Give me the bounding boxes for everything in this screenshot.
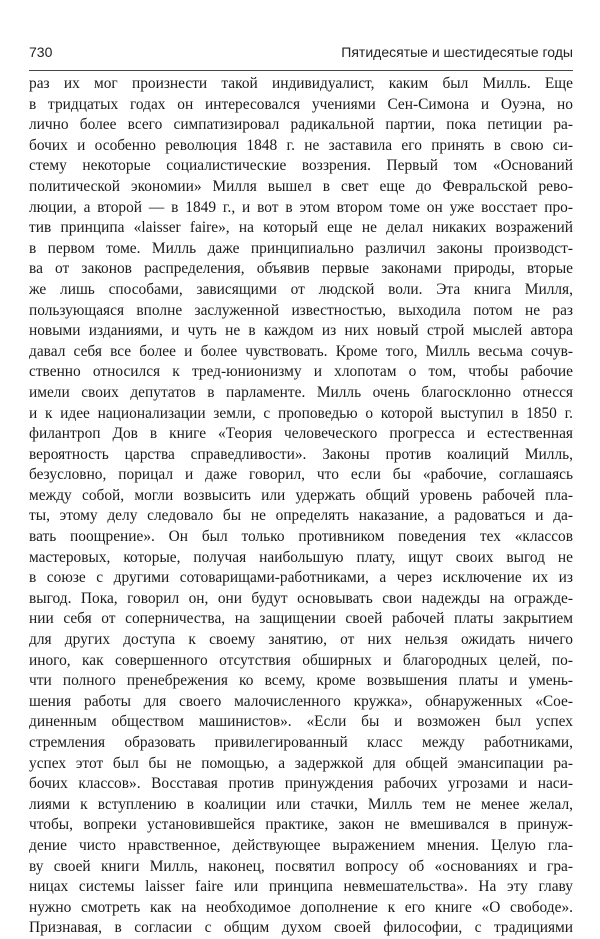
text-line: в первом томе. Милль даже принципиально различил законы производст- <box>29 239 573 257</box>
text-line: вать поощрение». Он был только противником поведения тех «классов <box>29 528 573 546</box>
text-line: филантроп Дов в книге «Теория человеческого прогресса и естественная <box>29 425 573 443</box>
text-line: диненным обществом машинистов». «Если бы и возможен был успех <box>29 713 573 731</box>
text-line: выгод. Пока, говорил он, они будут основывать свои надежды на огражде- <box>29 589 573 607</box>
text-line: стремления образовать привилегированный класс между работниками, <box>29 734 573 751</box>
text-line: дение чисто нравственное, действующее выражением мнения. Целую гла- <box>29 836 573 854</box>
text-line: политической экономии» Милля вышел в свет еще до Февральской рево- <box>29 177 573 195</box>
running-title: Пятидесятые и шестидесятые годы <box>341 44 573 60</box>
body-text <box>29 74 573 939</box>
text-line: лиями к вступлению в коалиции или стачки, Милль тем не менее желал, <box>29 795 573 813</box>
text-line: успех этот был бы не помощью, а задержкой для общей эмансипации ра- <box>29 754 573 772</box>
running-header <box>29 44 573 66</box>
header-rule <box>29 70 573 71</box>
text-line: тив принципа «laisser faire», на который еще не делал никаких возражений <box>29 219 573 237</box>
text-line: безусловно, порицал и даже говорил, что если бы «рабочие, соглашаясь <box>29 466 573 484</box>
text-line: новыми изданиями, и чуть не в каждом из них новый строй мыслей автора <box>29 322 573 340</box>
text-line: давал себя все более и более чувствовать. Кроме того, Милль весьма сочув- <box>29 342 573 360</box>
text-line: чти полного пренебрежения ко всему, кроме возвышения платы и умень- <box>29 672 573 690</box>
text-line: нужно смотреть как на необходимое дополнение к его книге «О свободе». <box>29 898 573 916</box>
text-line: мастеровых, которые, получая наибольшую плату, ищут своих выгод не <box>29 548 573 566</box>
text-line: и к идее национализации земли, с проповедью о которой выступил в 1850 г. <box>29 404 573 422</box>
text-line: чтобы, вопреки установившейся практике, закон не вмешивался в принуж- <box>29 816 573 834</box>
page-number: 730 <box>29 44 53 60</box>
text-line: ва от законов распределения, объявив первые законами природы, вторые <box>29 260 573 278</box>
text-line: лично более всего симпатизировал радикальной партии, пока петиции ра- <box>29 116 573 134</box>
text-line: нии себя от соперничества, на защищении своей рабочей платы закрытием <box>29 610 573 628</box>
text-line: же лишь способами, зависящими от людской воли. Эта книга Милля, <box>29 280 573 298</box>
text-line: ву своей книги Милль, наконец, посвятил вопросу об «основаниях и гра- <box>29 857 573 875</box>
text-line: ственно относился к тред-юнионизму и хлопотам о том, чтобы рабочие <box>29 363 573 381</box>
text-line: иного, как совершенного отсутствия обширных и благородных целей, по- <box>29 651 573 669</box>
text-line: бочих классов». Восставая против принуждения рабочих угрозами и наси- <box>29 775 573 793</box>
text-line: шения работы для своего малочисленного кружка», обнаруженных «Сое- <box>29 692 573 710</box>
text-line: бочих и особенно революция 1848 г. не заставила его принять в свою си- <box>29 136 573 154</box>
text-line: имели своих депутатов в парламенте. Милль очень благосклонно отнесся <box>29 383 573 401</box>
text-line: между собой, могли возвысить или удержать общий уровень рабочей пла- <box>29 486 573 504</box>
text-line: пользующаяся вполне заслуженной известностью, выходила потом не раз <box>29 301 573 319</box>
text-line: ницах системы laisser faire или принципа невмешательства». На эту главу <box>29 878 573 896</box>
text-line: ты, этому делу следовало бы не определять наказание, а радоваться и да- <box>29 507 573 525</box>
text-line: стему некоторые социалистические воззрения. Первый том «Оснований <box>29 157 573 175</box>
text-line: в союзе с другими сотоварищами-работниками, а через исключение их из <box>29 569 573 587</box>
text-line: для других доступа к своему занятию, от них нельзя ожидать ничего <box>29 631 573 649</box>
text-line: люции, а второй — в 1849 г., и вот в этом втором томе он уже восстает про- <box>29 198 573 216</box>
text-line: в тридцатых годах он интересовался учениями Сен-Симона и Оуэна, но <box>29 95 573 113</box>
text-line: вероятность царства справедливости». Законы против коалиций Милль, <box>29 445 573 463</box>
text-line: раз их мог произнести такой индивидуалист, каким был Милль. Еще <box>29 75 573 92</box>
text-line: Признавая, в согласии с общим духом своей философии, с традициями <box>29 919 573 937</box>
